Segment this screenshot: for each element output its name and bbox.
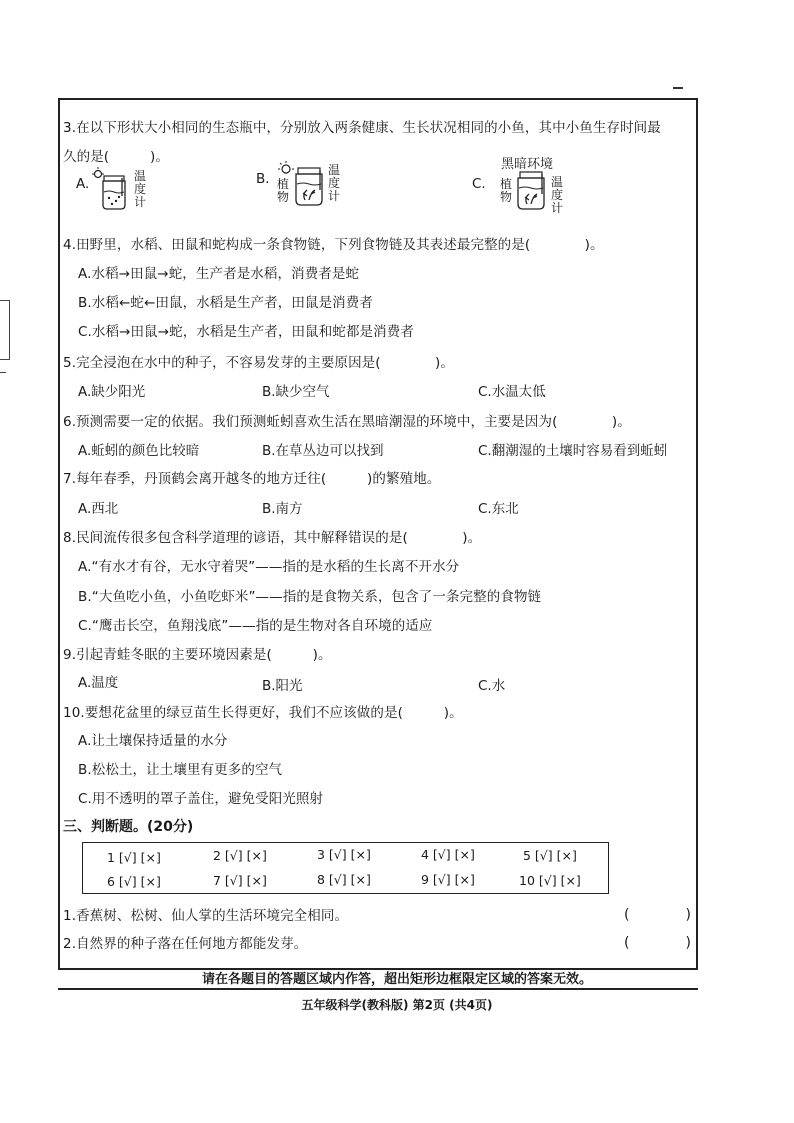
answer-choice-5[interactable]: 5 [√] [×] bbox=[523, 848, 577, 863]
q4-stem: 4.田野里，水稻、田鼠和蛇构成一条食物链，下列食物链及其表述最完整的是( )。 bbox=[63, 237, 604, 253]
q6-option-b: B.在草丛边可以找到 bbox=[262, 443, 384, 459]
q5-stem: 5.完全浸泡在水中的种子，不容易发芽的主要原因是( )。 bbox=[63, 355, 455, 371]
q10-option-b: B.松松土，让土壤里有更多的空气 bbox=[78, 762, 283, 778]
q8-option-b: B.“大鱼吃小鱼，小鱼吃虾米”——指的是食物关系，包含了一条完整的食物链 bbox=[78, 589, 542, 605]
q5-option-c: C.水温太低 bbox=[478, 384, 546, 400]
tf-question-1: 1.香蕉树、松树、仙人掌的生活环境完全相同。 bbox=[63, 908, 349, 924]
q3-option-a-thermometer-label: 温 度 计 bbox=[133, 169, 146, 209]
q3-option-b-plant-label: 植 物 bbox=[276, 177, 289, 204]
answer-choice-2[interactable]: 2 [√] [×] bbox=[213, 848, 267, 863]
q7-option-c: C.东北 bbox=[478, 501, 519, 517]
q6-option-c: C.翻潮湿的土壤时容易看到蚯蚓 bbox=[478, 443, 668, 459]
q7-stem: 7.每年春季，丹顶鹤会离开越冬的地方迁往( )的繁殖地。 bbox=[63, 471, 441, 487]
q8-option-c: C.“鹰击长空，鱼翔浅底”——指的是生物对各自环境的适应 bbox=[78, 618, 433, 634]
q5-option-a: A.缺少阳光 bbox=[78, 384, 146, 400]
q9-option-c: C.水 bbox=[478, 678, 506, 694]
answer-choice-9[interactable]: 9 [√] [×] bbox=[421, 872, 475, 887]
section-3-heading: 三、判断题。(20分) bbox=[63, 819, 194, 835]
q4-option-c: C.水稻→田鼠→蛇，水稻是生产者，田鼠和蛇都是消费者 bbox=[78, 324, 414, 340]
q3-stem-line1: 3.在以下形状大小相同的生态瓶中，分别放入两条健康、生长状况相同的小鱼，其中小鱼生存时间最 bbox=[63, 120, 661, 136]
q9-option-a: A.温度 bbox=[78, 675, 119, 691]
tf-question-2-paren: ( ) bbox=[624, 935, 691, 951]
true-false-answer-grid bbox=[82, 842, 609, 894]
q7-option-b: B.南方 bbox=[262, 501, 303, 517]
notice-divider bbox=[58, 988, 698, 990]
q5-option-b: B.缺少空气 bbox=[262, 384, 330, 400]
q3-option-a-letter: A. bbox=[76, 176, 90, 192]
q3-jar-a-icon bbox=[92, 166, 132, 212]
answer-choice-10[interactable]: 10 [√] [×] bbox=[519, 873, 581, 888]
q10-stem: 10.要想花盆里的绿豆苗生长得更好，我们不应该做的是( )。 bbox=[63, 705, 463, 721]
q3-option-c-letter: C. bbox=[472, 176, 486, 192]
q3-option-c-plant-label: 植 物 bbox=[499, 177, 512, 204]
q3-option-b-thermometer-label: 温 度 计 bbox=[327, 163, 340, 203]
q4-option-b: B.水稻←蛇←田鼠，水稻是生产者，田鼠是消费者 bbox=[78, 295, 373, 311]
q3-stem-line2: 久的是( )。 bbox=[63, 149, 169, 165]
q4-option-a: A.水稻→田鼠→蛇，生产者是水稻，消费者是蛇 bbox=[78, 266, 360, 282]
answer-choice-8[interactable]: 8 [√] [×] bbox=[317, 872, 371, 887]
binding-mark-tick bbox=[0, 372, 6, 373]
q3-option-c-thermometer-label: 温 度 计 bbox=[550, 175, 563, 215]
page-footer: 五年级科学(教科版) 第2页 (共4页) bbox=[301, 998, 493, 1012]
tf-question-2: 2.自然界的种子落在任何地方都能发芽。 bbox=[63, 936, 308, 952]
q8-option-a: A.“有水才有谷，无水守着哭”——指的是水稻的生长离不开水分 bbox=[78, 559, 460, 575]
q6-option-a: A.蚯蚓的颜色比较暗 bbox=[78, 443, 200, 459]
answer-area-notice: 请在各题目的答题区域内作答，超出矩形边框限定区域的答案无效。 bbox=[201, 972, 592, 987]
q7-option-a: A.西北 bbox=[78, 501, 119, 517]
corner-mark bbox=[673, 87, 683, 89]
q9-option-b: B.阳光 bbox=[262, 678, 303, 694]
q9-stem: 9.引起青蛙冬眠的主要环境因素是( )。 bbox=[63, 647, 332, 663]
q3-jar-c-icon bbox=[514, 170, 550, 214]
answer-choice-6[interactable]: 6 [√] [×] bbox=[107, 874, 161, 889]
q3-option-b-letter: B. bbox=[256, 171, 270, 187]
answer-choice-3[interactable]: 3 [√] [×] bbox=[317, 847, 371, 862]
tf-question-1-paren: ( ) bbox=[624, 907, 691, 923]
q3-jar-b-icon bbox=[292, 164, 328, 210]
q10-option-c: C.用不透明的罩子盖住，避免受阳光照射 bbox=[78, 791, 324, 807]
answer-choice-7[interactable]: 7 [√] [×] bbox=[213, 873, 267, 888]
binding-mark bbox=[0, 300, 10, 360]
q6-stem: 6.预测需要一定的依据。我们预测蚯蚓喜欢生活在黑暗潮湿的环境中，主要是因为( )。 bbox=[63, 414, 631, 430]
q3-dark-environment-label: 黑暗环境 bbox=[501, 157, 554, 172]
q10-option-a: A.让土壤保持适量的水分 bbox=[78, 733, 228, 749]
answer-choice-1[interactable]: 1 [√] [×] bbox=[107, 850, 161, 865]
q8-stem: 8.民间流传很多包含科学道理的谚语，其中解释错误的是( )。 bbox=[63, 530, 482, 546]
answer-choice-4[interactable]: 4 [√] [×] bbox=[421, 847, 475, 862]
